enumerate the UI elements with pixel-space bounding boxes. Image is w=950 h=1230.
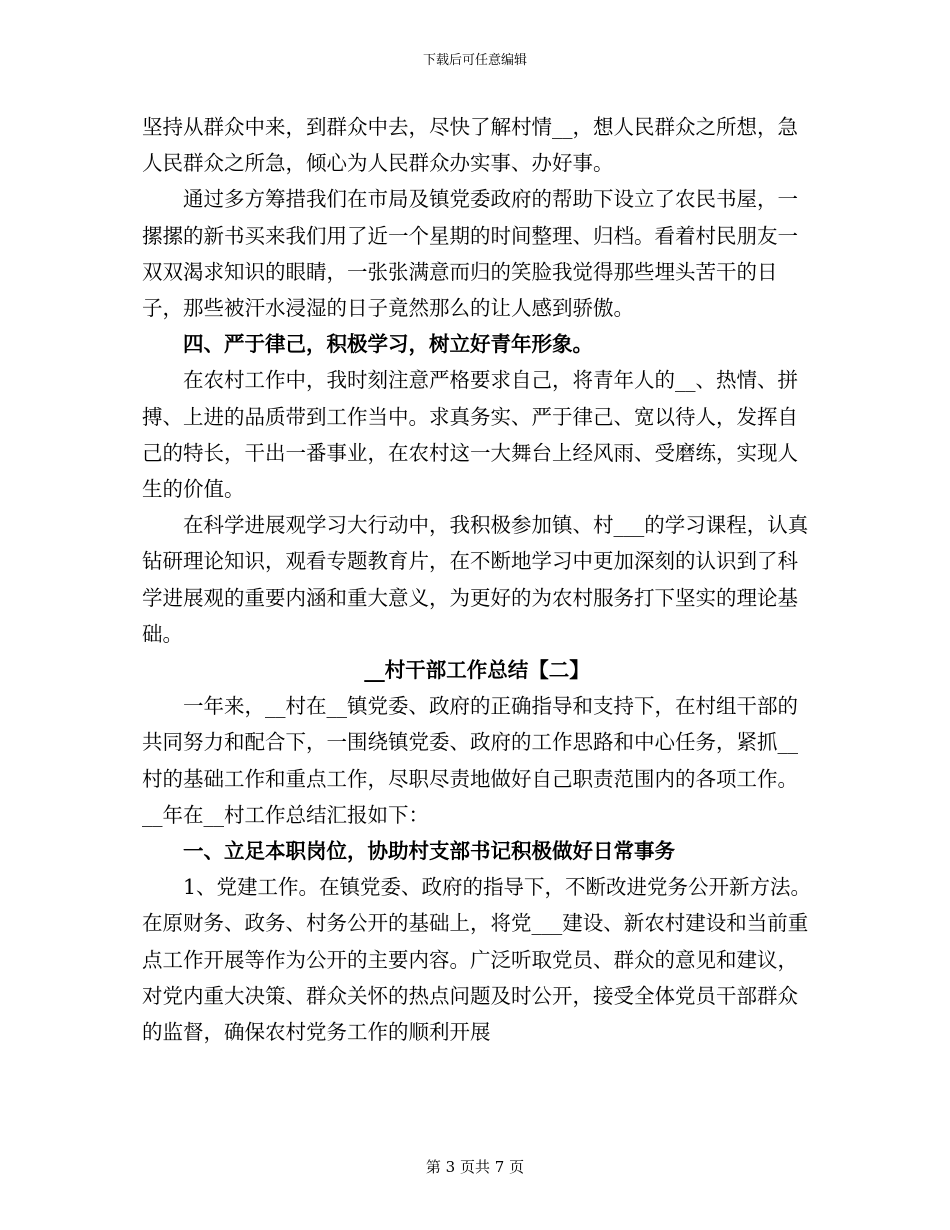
page-header: 下载后可任意编辑 [422,53,527,68]
paragraph-continuation: 坚持从群众中来，到群众中去，尽快了解村情__，想人民群众之所想，急人民群众之所急，倾心为人民群众办实事、办好事。 [142,115,798,176]
paragraph-year-summary: 一年来，__村在__镇党委、政府的正确指导和支持下，在村组干部的共同努力和配合下，一围绕镇党委、政府的工作思路和中心任务，紧抓__村的基础工作和重点工作，尽职尽责地做好自己职责范围内的各项工作。__年在__村工作总结汇报如下： [142,694,798,827]
paragraph-scientific-study: 在科学进展观学习大行动中，我积极参加镇、村___的学习课程，认真钻研理论知识，观看专题教育片，在不断地学习中更加深刻的认识到了科学进展观的重要内涵和重大意义，为更好的为农村服务打下坚实的理论基础。 [142,513,809,646]
document-subtitle: __村干部工作总结【二】 [364,658,590,683]
paragraph-farmer-bookhouse: 通过多方筹措我们在市局及镇党委政府的帮助下设立了农民书屋，一摞摞的新书买来我们用了近一个星期的时间整理、归档。看着村民朋友一双双渴求知识的眼睛，一张张满意而归的笑脸我觉得那些埋头苦干的日子，那些被汗水浸湿的日子竟然那么的让人感到骄傲。 [142,187,798,321]
section-heading-one: 一、立足本职岗位，协助村支部书记积极做好日常事务 [183,839,675,864]
section-heading-four: 四、严于律己，积极学习，树立好青年形象。 [183,332,593,357]
document-body [142,109,812,1050]
paragraph-rural-work: 在农村工作中，我时刻注意严格要求自己，将青年人的__、热情、拼搏、上进的品质带到工作当中。求真务实、严于律己、宽以待人，发挥自己的特长，干出一番事业，在农村这一大舞台上经风雨、受磨练，实现人生的价值。 [142,368,798,502]
page-footer: 第 3 页共 7 页 [425,1158,525,1176]
paragraph-party-building: 1、党建工作。在镇党委、政府的指导下，不断改进党务公开新方法。在原财务、政务、村务公开的基础上，将党___建设、新农村建设和当前重点工作开展等作为公开的主要内容。广泛听取党员、群众的意见和建议，对党内重大决策、群众关怀的热点问题及时公开，接受全体党员干部群众的监督，确保农村党务工作的顺利开展 [142,875,812,1045]
